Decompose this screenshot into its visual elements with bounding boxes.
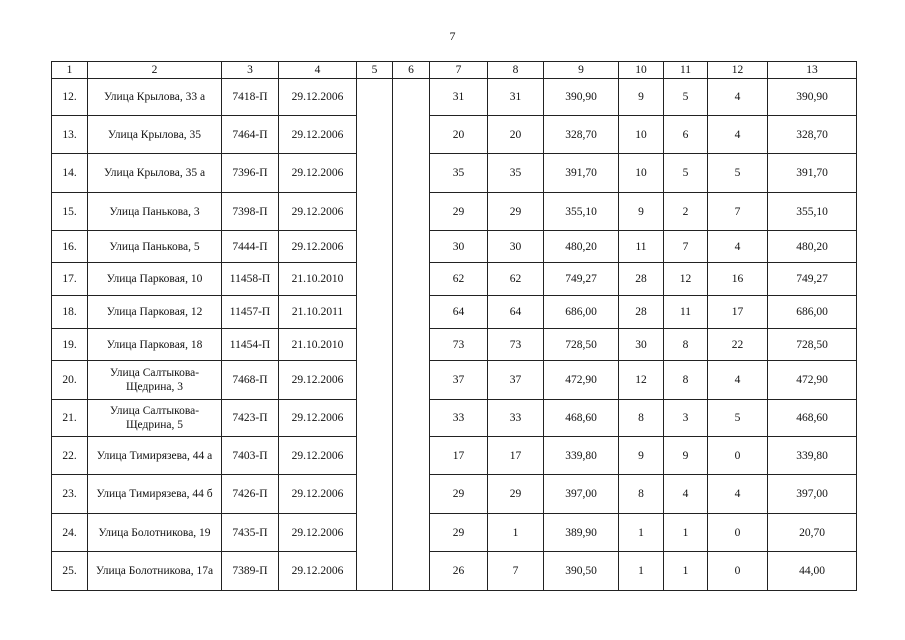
table-row bbox=[52, 79, 857, 116]
col-11: 4 bbox=[664, 475, 708, 514]
col-10: 1 bbox=[619, 552, 664, 591]
col-9: 728,50 bbox=[544, 329, 619, 361]
street-address: Улица Болотникова, 19 bbox=[88, 514, 222, 552]
doc-date: 29.12.2006 bbox=[279, 361, 357, 400]
col-6 bbox=[393, 79, 430, 116]
col-5 bbox=[357, 116, 393, 154]
col-header-12: 12 bbox=[708, 62, 768, 79]
col-8: 17 bbox=[488, 437, 544, 475]
row-number: 16. bbox=[52, 231, 88, 263]
street-address: Улица Парковая, 12 bbox=[88, 296, 222, 329]
col-11: 9 bbox=[664, 437, 708, 475]
doc-number: 7426-П bbox=[222, 475, 279, 514]
row-number: 18. bbox=[52, 296, 88, 329]
col-7: 37 bbox=[430, 361, 488, 400]
doc-date: 29.12.2006 bbox=[279, 154, 357, 193]
col-13: 339,80 bbox=[768, 437, 857, 475]
col-11: 8 bbox=[664, 329, 708, 361]
col-12: 17 bbox=[708, 296, 768, 329]
col-9: 472,90 bbox=[544, 361, 619, 400]
col-8: 29 bbox=[488, 475, 544, 514]
col-7: 17 bbox=[430, 437, 488, 475]
col-9: 749,27 bbox=[544, 263, 619, 296]
col-13: 686,00 bbox=[768, 296, 857, 329]
col-7: 29 bbox=[430, 193, 488, 231]
col-header-13: 13 bbox=[768, 62, 857, 79]
row-number: 22. bbox=[52, 437, 88, 475]
col-8: 1 bbox=[488, 514, 544, 552]
col-7: 73 bbox=[430, 329, 488, 361]
col-9: 391,70 bbox=[544, 154, 619, 193]
doc-date: 29.12.2006 bbox=[279, 475, 357, 514]
doc-date: 29.12.2006 bbox=[279, 514, 357, 552]
col-12: 5 bbox=[708, 154, 768, 193]
doc-number: 7398-П bbox=[222, 193, 279, 231]
col-header-10: 10 bbox=[619, 62, 664, 79]
col-6 bbox=[393, 296, 430, 329]
col-13: 397,00 bbox=[768, 475, 857, 514]
doc-number: 7444-П bbox=[222, 231, 279, 263]
col-12: 22 bbox=[708, 329, 768, 361]
col-9: 480,20 bbox=[544, 231, 619, 263]
col-10: 12 bbox=[619, 361, 664, 400]
street-address: Улица Крылова, 33 а bbox=[88, 79, 222, 116]
col-10: 11 bbox=[619, 231, 664, 263]
col-7: 29 bbox=[430, 475, 488, 514]
table-body bbox=[52, 62, 857, 591]
col-11: 12 bbox=[664, 263, 708, 296]
table-row bbox=[52, 514, 857, 552]
col-9: 389,90 bbox=[544, 514, 619, 552]
col-10: 28 bbox=[619, 296, 664, 329]
col-6 bbox=[393, 437, 430, 475]
col-6 bbox=[393, 552, 430, 591]
row-number: 20. bbox=[52, 361, 88, 400]
col-6 bbox=[393, 193, 430, 231]
col-5 bbox=[357, 329, 393, 361]
doc-number: 11457-П bbox=[222, 296, 279, 329]
doc-date: 29.12.2006 bbox=[279, 400, 357, 437]
table-row bbox=[52, 552, 857, 591]
doc-number: 7389-П bbox=[222, 552, 279, 591]
col-12: 7 bbox=[708, 193, 768, 231]
col-13: 749,27 bbox=[768, 263, 857, 296]
col-5 bbox=[357, 400, 393, 437]
col-10: 9 bbox=[619, 193, 664, 231]
row-number: 25. bbox=[52, 552, 88, 591]
col-11: 2 bbox=[664, 193, 708, 231]
street-address: Улица Крылова, 35 bbox=[88, 116, 222, 154]
col-6 bbox=[393, 400, 430, 437]
col-7: 62 bbox=[430, 263, 488, 296]
doc-number: 7423-П bbox=[222, 400, 279, 437]
row-number: 14. bbox=[52, 154, 88, 193]
street-address: Улица Крылова, 35 а bbox=[88, 154, 222, 193]
col-8: 29 bbox=[488, 193, 544, 231]
col-6 bbox=[393, 514, 430, 552]
col-13: 468,60 bbox=[768, 400, 857, 437]
doc-number: 7403-П bbox=[222, 437, 279, 475]
col-5 bbox=[357, 296, 393, 329]
col-12: 0 bbox=[708, 552, 768, 591]
col-12: 5 bbox=[708, 400, 768, 437]
doc-number: 7435-П bbox=[222, 514, 279, 552]
col-13: 391,70 bbox=[768, 154, 857, 193]
table-row bbox=[52, 475, 857, 514]
col-13: 44,00 bbox=[768, 552, 857, 591]
col-7: 26 bbox=[430, 552, 488, 591]
col-7: 64 bbox=[430, 296, 488, 329]
col-10: 30 bbox=[619, 329, 664, 361]
street-address: Улица Панькова, 5 bbox=[88, 231, 222, 263]
col-header-2: 2 bbox=[88, 62, 222, 79]
col-11: 6 bbox=[664, 116, 708, 154]
col-6 bbox=[393, 154, 430, 193]
col-header-11: 11 bbox=[664, 62, 708, 79]
col-10: 9 bbox=[619, 437, 664, 475]
table-row bbox=[52, 361, 857, 400]
row-number: 17. bbox=[52, 263, 88, 296]
col-11: 11 bbox=[664, 296, 708, 329]
street-address: Улица Тимирязева, 44 а bbox=[88, 437, 222, 475]
column-number-row bbox=[52, 62, 857, 79]
col-11: 5 bbox=[664, 154, 708, 193]
doc-date: 29.12.2006 bbox=[279, 231, 357, 263]
col-9: 468,60 bbox=[544, 400, 619, 437]
col-8: 64 bbox=[488, 296, 544, 329]
col-10: 8 bbox=[619, 475, 664, 514]
col-8: 20 bbox=[488, 116, 544, 154]
table-row bbox=[52, 263, 857, 296]
row-number: 15. bbox=[52, 193, 88, 231]
col-10: 1 bbox=[619, 514, 664, 552]
col-10: 9 bbox=[619, 79, 664, 116]
col-7: 33 bbox=[430, 400, 488, 437]
street-address: Улица Парковая, 18 bbox=[88, 329, 222, 361]
col-10: 8 bbox=[619, 400, 664, 437]
col-5 bbox=[357, 475, 393, 514]
row-number: 21. bbox=[52, 400, 88, 437]
col-8: 33 bbox=[488, 400, 544, 437]
col-13: 390,90 bbox=[768, 79, 857, 116]
col-header-9: 9 bbox=[544, 62, 619, 79]
col-6 bbox=[393, 475, 430, 514]
col-12: 0 bbox=[708, 437, 768, 475]
street-address: Улица Парковая, 10 bbox=[88, 263, 222, 296]
col-12: 4 bbox=[708, 231, 768, 263]
col-6 bbox=[393, 361, 430, 400]
col-5 bbox=[357, 231, 393, 263]
col-8: 37 bbox=[488, 361, 544, 400]
doc-date: 21.10.2010 bbox=[279, 263, 357, 296]
col-7: 30 bbox=[430, 231, 488, 263]
col-11: 5 bbox=[664, 79, 708, 116]
col-9: 355,10 bbox=[544, 193, 619, 231]
street-address: Улица Салтыкова-Щедрина, 5 bbox=[88, 400, 222, 437]
col-5 bbox=[357, 437, 393, 475]
col-9: 397,00 bbox=[544, 475, 619, 514]
col-13: 728,50 bbox=[768, 329, 857, 361]
doc-number: 7418-П bbox=[222, 79, 279, 116]
col-10: 28 bbox=[619, 263, 664, 296]
col-7: 35 bbox=[430, 154, 488, 193]
col-13: 472,90 bbox=[768, 361, 857, 400]
col-7: 29 bbox=[430, 514, 488, 552]
col-10: 10 bbox=[619, 116, 664, 154]
col-11: 8 bbox=[664, 361, 708, 400]
street-address: Улица Тимирязева, 44 б bbox=[88, 475, 222, 514]
table-row bbox=[52, 437, 857, 475]
doc-date: 29.12.2006 bbox=[279, 437, 357, 475]
col-5 bbox=[357, 263, 393, 296]
col-9: 328,70 bbox=[544, 116, 619, 154]
col-7: 31 bbox=[430, 79, 488, 116]
street-address: Улица Салтыкова-Щедрина, 3 bbox=[88, 361, 222, 400]
doc-date: 21.10.2010 bbox=[279, 329, 357, 361]
col-13: 480,20 bbox=[768, 231, 857, 263]
col-5 bbox=[357, 154, 393, 193]
col-11: 1 bbox=[664, 514, 708, 552]
doc-date: 29.12.2006 bbox=[279, 552, 357, 591]
row-number: 24. bbox=[52, 514, 88, 552]
col-12: 0 bbox=[708, 514, 768, 552]
table-row bbox=[52, 400, 857, 437]
col-header-1: 1 bbox=[52, 62, 88, 79]
doc-date: 21.10.2011 bbox=[279, 296, 357, 329]
doc-number: 11458-П bbox=[222, 263, 279, 296]
col-header-5: 5 bbox=[357, 62, 393, 79]
row-number: 12. bbox=[52, 79, 88, 116]
col-13: 355,10 bbox=[768, 193, 857, 231]
col-header-6: 6 bbox=[393, 62, 430, 79]
doc-date: 29.12.2006 bbox=[279, 193, 357, 231]
col-8: 62 bbox=[488, 263, 544, 296]
street-address: Улица Болотникова, 17а bbox=[88, 552, 222, 591]
col-header-7: 7 bbox=[430, 62, 488, 79]
col-11: 1 bbox=[664, 552, 708, 591]
col-13: 328,70 bbox=[768, 116, 857, 154]
col-9: 339,80 bbox=[544, 437, 619, 475]
table-row bbox=[52, 296, 857, 329]
col-11: 7 bbox=[664, 231, 708, 263]
col-6 bbox=[393, 116, 430, 154]
doc-number: 7396-П bbox=[222, 154, 279, 193]
col-12: 4 bbox=[708, 361, 768, 400]
street-address: Улица Панькова, 3 bbox=[88, 193, 222, 231]
table-row bbox=[52, 231, 857, 263]
col-8: 30 bbox=[488, 231, 544, 263]
col-8: 73 bbox=[488, 329, 544, 361]
col-5 bbox=[357, 514, 393, 552]
col-6 bbox=[393, 329, 430, 361]
doc-number: 11454-П bbox=[222, 329, 279, 361]
table-row bbox=[52, 329, 857, 361]
col-8: 31 bbox=[488, 79, 544, 116]
col-12: 4 bbox=[708, 116, 768, 154]
col-8: 7 bbox=[488, 552, 544, 591]
row-number: 19. bbox=[52, 329, 88, 361]
col-header-4: 4 bbox=[279, 62, 357, 79]
doc-number: 7468-П bbox=[222, 361, 279, 400]
col-6 bbox=[393, 263, 430, 296]
col-header-3: 3 bbox=[222, 62, 279, 79]
housing-table bbox=[51, 61, 857, 591]
col-9: 390,50 bbox=[544, 552, 619, 591]
col-12: 4 bbox=[708, 475, 768, 514]
col-header-8: 8 bbox=[488, 62, 544, 79]
col-8: 35 bbox=[488, 154, 544, 193]
doc-number: 7464-П bbox=[222, 116, 279, 154]
col-7: 20 bbox=[430, 116, 488, 154]
col-5 bbox=[357, 193, 393, 231]
col-6 bbox=[393, 231, 430, 263]
table-row bbox=[52, 193, 857, 231]
row-number: 13. bbox=[52, 116, 88, 154]
col-12: 16 bbox=[708, 263, 768, 296]
col-5 bbox=[357, 552, 393, 591]
col-11: 3 bbox=[664, 400, 708, 437]
table-row bbox=[52, 154, 857, 193]
col-13: 20,70 bbox=[768, 514, 857, 552]
doc-date: 29.12.2006 bbox=[279, 116, 357, 154]
col-9: 686,00 bbox=[544, 296, 619, 329]
page-number: 7 bbox=[449, 29, 456, 43]
row-number: 23. bbox=[52, 475, 88, 514]
col-12: 4 bbox=[708, 79, 768, 116]
table-row bbox=[52, 116, 857, 154]
col-10: 10 bbox=[619, 154, 664, 193]
col-5 bbox=[357, 361, 393, 400]
doc-date: 29.12.2006 bbox=[279, 79, 357, 116]
col-9: 390,90 bbox=[544, 79, 619, 116]
col-5 bbox=[357, 79, 393, 116]
